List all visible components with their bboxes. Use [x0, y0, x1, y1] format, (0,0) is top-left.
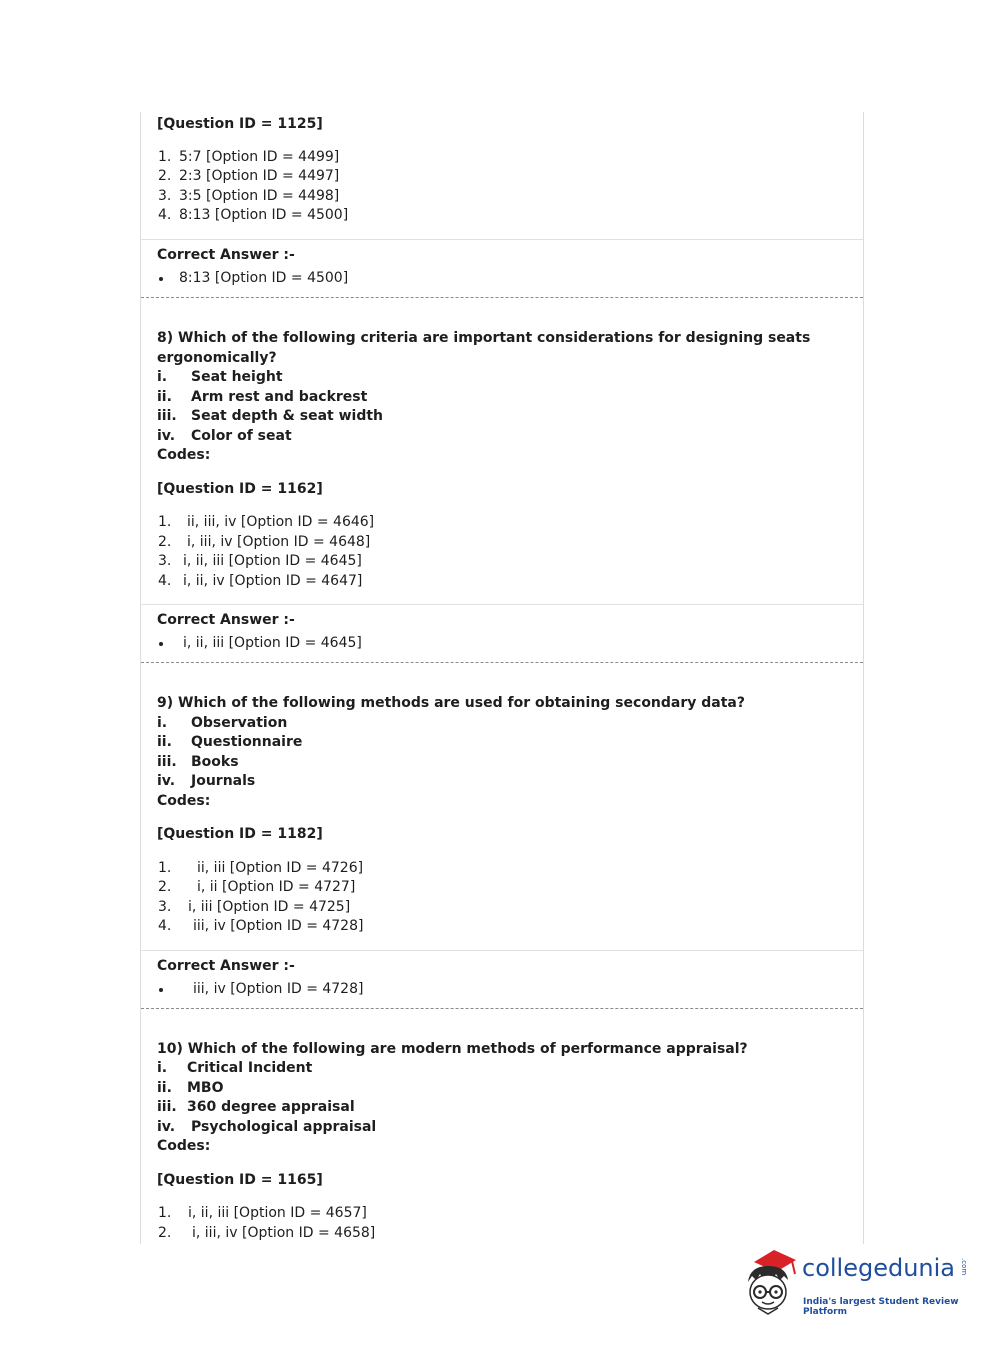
- item-roman: iv.: [157, 428, 176, 444]
- item-roman: iii.: [157, 1099, 177, 1115]
- option-text: 8:13 [Option ID = 4500]: [179, 207, 349, 223]
- option-number: 1.: [158, 1205, 172, 1221]
- question-text: 8) Which of the following criteria are important considerations for designing seats: [157, 330, 811, 346]
- option-text: ii, iii, iv [Option ID = 4646]: [187, 514, 375, 530]
- item-roman: iii.: [157, 408, 177, 424]
- option-text: i, ii, iii [Option ID = 4657]: [188, 1205, 367, 1221]
- item-roman: iv.: [157, 1119, 176, 1135]
- option-text: i, ii, iii [Option ID = 4645]: [183, 553, 362, 569]
- logo-suffix: .com: [960, 1258, 968, 1276]
- correct-answer-text: iii, iv [Option ID = 4728]: [193, 981, 364, 997]
- item-roman: i.: [157, 715, 168, 731]
- option-number: 2.: [158, 168, 172, 184]
- section-divider: [141, 604, 863, 605]
- section-divider: [141, 239, 863, 240]
- option-text: i, iii, iv [Option ID = 4648]: [187, 534, 371, 550]
- question-text: 9) Which of the following methods are used for obtaining secondary data?: [157, 695, 745, 711]
- item-roman: iii.: [157, 754, 177, 770]
- codes-label: Codes:: [157, 447, 211, 463]
- option-number: 4.: [158, 573, 172, 589]
- option-number: 4.: [158, 207, 172, 223]
- correct-answer-label: Correct Answer :-: [157, 247, 295, 263]
- option-number: 1.: [158, 860, 172, 876]
- correct-answer-text: 8:13 [Option ID = 4500]: [179, 270, 349, 286]
- question-id: [Question ID = 1182]: [157, 826, 323, 842]
- bullet-icon: [159, 642, 163, 646]
- option-number: 3.: [158, 188, 172, 204]
- item-text: Critical Incident: [187, 1060, 313, 1076]
- section-divider: [141, 950, 863, 951]
- question-separator: [141, 1008, 863, 1009]
- bullet-icon: [159, 277, 163, 281]
- question-separator: [141, 662, 863, 663]
- item-text: 360 degree appraisal: [187, 1099, 355, 1115]
- option-number: 4.: [158, 918, 172, 934]
- correct-answer-text: i, ii, iii [Option ID = 4645]: [183, 635, 362, 651]
- item-roman: i.: [157, 369, 168, 385]
- question-text: 10) Which of the following are modern methods of performance appraisal?: [157, 1041, 748, 1057]
- correct-answer-label: Correct Answer :-: [157, 612, 295, 628]
- option-text: i, ii, iv [Option ID = 4647]: [183, 573, 363, 589]
- option-text: i, iii [Option ID = 4725]: [188, 899, 351, 915]
- option-text: 5:7 [Option ID = 4499]: [179, 149, 340, 165]
- item-roman: ii.: [157, 1080, 172, 1096]
- option-text: ii, iii [Option ID = 4726]: [197, 860, 364, 876]
- option-number: 2.: [158, 1225, 172, 1241]
- item-roman: iv.: [157, 773, 176, 789]
- mascot-icon: [740, 1248, 802, 1320]
- item-text: Books: [191, 754, 239, 770]
- option-number: 3.: [158, 899, 172, 915]
- question-text: ergonomically?: [157, 350, 277, 366]
- item-text: MBO: [187, 1080, 224, 1096]
- item-text: Arm rest and backrest: [191, 389, 368, 405]
- correct-answer-label: Correct Answer :-: [157, 958, 295, 974]
- item-text: Questionnaire: [191, 734, 303, 750]
- option-number: 1.: [158, 514, 172, 530]
- question-id: [Question ID = 1125]: [157, 116, 323, 132]
- option-number: 3.: [158, 553, 172, 569]
- item-roman: ii.: [157, 734, 172, 750]
- item-roman: ii.: [157, 389, 172, 405]
- item-text: Seat height: [191, 369, 283, 385]
- option-number: 2.: [158, 879, 172, 895]
- question-separator: [141, 297, 863, 298]
- collegedunia-logo[interactable]: [740, 1248, 970, 1320]
- option-number: 2.: [158, 534, 172, 550]
- option-text: 3:5 [Option ID = 4498]: [179, 188, 340, 204]
- option-text: 2:3 [Option ID = 4497]: [179, 168, 340, 184]
- codes-label: Codes:: [157, 1138, 211, 1154]
- logo-wordmark: collegedunia: [802, 1254, 956, 1282]
- logo-tagline: India's largest Student Review Platform: [803, 1297, 959, 1317]
- option-text: iii, iv [Option ID = 4728]: [193, 918, 364, 934]
- item-roman: i.: [157, 1060, 168, 1076]
- option-number: 1.: [158, 149, 172, 165]
- question-id: [Question ID = 1162]: [157, 481, 323, 497]
- codes-label: Codes:: [157, 793, 211, 809]
- exam-document: [140, 112, 864, 1244]
- option-text: i, ii [Option ID = 4727]: [197, 879, 356, 895]
- item-text: Observation: [191, 715, 288, 731]
- item-text: Journals: [191, 773, 256, 789]
- item-text: Psychological appraisal: [191, 1119, 377, 1135]
- item-text: Seat depth & seat width: [191, 408, 384, 424]
- option-text: i, iii, iv [Option ID = 4658]: [192, 1225, 376, 1241]
- bullet-icon: [159, 988, 163, 992]
- question-id: [Question ID = 1165]: [157, 1172, 323, 1188]
- item-text: Color of seat: [191, 428, 292, 444]
